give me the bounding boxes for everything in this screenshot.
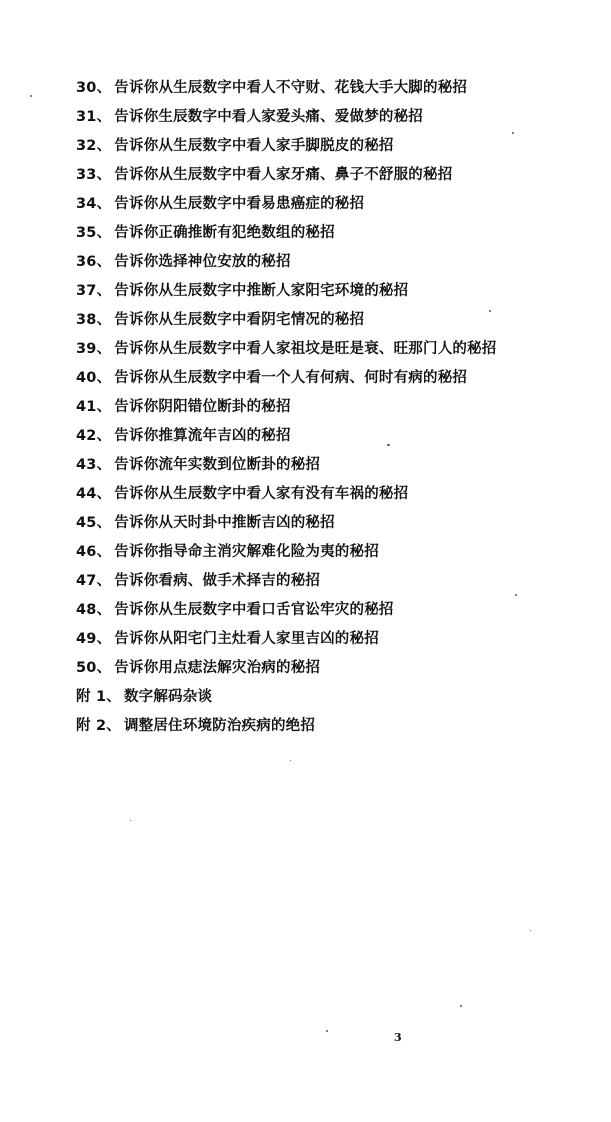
toc-item-number: 39	[76, 341, 97, 357]
toc-item-separator: 、	[96, 573, 112, 589]
toc-item-title: 告诉你正确推断有犯绝数组的秘招	[114, 225, 335, 241]
toc-item-separator: 、	[96, 399, 112, 415]
toc-item-title: 告诉你流年实数到位断卦的秘招	[114, 457, 321, 473]
toc-item-number: 38	[76, 312, 97, 328]
scan-speck	[130, 820, 131, 821]
scan-speck	[530, 930, 531, 931]
toc-item-title: 告诉你用点痣法解灾治病的秘招	[114, 660, 321, 676]
toc-item-title: 告诉你从生辰数字中看人家祖坟是旺是衰、旺那门人的秘招	[114, 341, 497, 357]
toc-item	[76, 596, 596, 625]
toc-item	[76, 161, 596, 190]
toc-item-number: 45	[76, 515, 97, 531]
toc-item-title: 告诉你选择神位安放的秘招	[114, 254, 291, 270]
toc-item-title: 告诉你推算流年吉凶的秘招	[114, 428, 291, 444]
toc-item-title: 告诉你从阳宅门主灶看人家里吉凶的秘招	[114, 631, 379, 647]
toc-item	[76, 567, 596, 596]
toc-item	[76, 219, 596, 248]
toc-item-number: 36	[76, 254, 97, 270]
toc-item-number: 46	[76, 544, 97, 560]
toc-item	[76, 103, 596, 132]
toc-item-separator: 、	[96, 138, 112, 154]
toc-item-title: 告诉你从生辰数字中看人家有没有车祸的秘招	[114, 486, 409, 502]
toc-item-number: 32	[76, 138, 97, 154]
toc-item-separator: 、	[96, 428, 112, 444]
toc-item-title: 告诉你从生辰数字中看一个人有何病、何时有病的秘招	[114, 370, 468, 386]
toc-item-title: 调整居住环境防治疾病的绝招	[123, 718, 316, 734]
toc-item-number: 37	[76, 283, 97, 299]
toc-item-separator: 、	[96, 225, 112, 241]
toc-item-number: 30	[76, 80, 97, 96]
toc-item	[76, 538, 596, 567]
toc-item-title: 告诉你看病、做手术择吉的秘招	[114, 573, 321, 589]
toc-item-separator: 、	[96, 196, 112, 212]
toc-item-number: 42	[76, 428, 97, 444]
toc-item	[76, 480, 596, 509]
toc-item	[76, 277, 596, 306]
toc-appendix-item	[76, 712, 596, 741]
toc-item-title: 告诉你从生辰数字中看人不守财、花钱大手大脚的秘招	[114, 80, 468, 96]
scan-speck	[489, 310, 491, 312]
toc-item-separator: 、	[96, 80, 112, 96]
toc-item-separator: 、	[96, 312, 112, 328]
toc-item-separator: 、	[96, 109, 112, 125]
toc-item-number: 48	[76, 602, 97, 618]
toc-item-title: 数字解码杂谈	[123, 689, 213, 705]
toc-item-number: 34	[76, 196, 97, 212]
scan-speck	[290, 760, 291, 761]
toc-item-title: 告诉你生辰数字中看人家爱头痛、爱做梦的秘招	[114, 109, 423, 125]
scan-speck	[387, 444, 390, 446]
toc-item-separator: 、	[96, 370, 112, 386]
toc-item	[76, 248, 596, 277]
toc-item	[76, 625, 596, 654]
toc-item-title: 告诉你从生辰数字中看易患癌症的秘招	[114, 196, 365, 212]
toc-item-title: 告诉你从生辰数字中看人家牙痛、鼻子不舒服的秘招	[114, 167, 453, 183]
scan-speck	[512, 132, 514, 134]
toc-item-separator: 、	[96, 283, 112, 299]
toc-item-separator: 、	[96, 515, 112, 531]
page-number: 3	[394, 1031, 402, 1044]
toc-appendix-item	[76, 683, 596, 712]
table-of-contents	[76, 74, 596, 741]
toc-item-title: 告诉你从生辰数字中看阴宅情况的秘招	[114, 312, 365, 328]
toc-item-separator: 、	[96, 660, 112, 676]
scan-speck	[30, 95, 32, 97]
toc-item-number: 附 1	[76, 689, 107, 705]
toc-item-number: 49	[76, 631, 97, 647]
toc-item	[76, 364, 596, 393]
toc-item-separator: 、	[106, 718, 121, 734]
toc-item-number: 35	[76, 225, 97, 241]
toc-item-number: 41	[76, 399, 97, 415]
toc-item	[76, 190, 596, 219]
toc-item-number: 33	[76, 167, 97, 183]
toc-item-number: 47	[76, 573, 97, 589]
toc-item-number: 50	[76, 660, 97, 676]
toc-item	[76, 306, 596, 335]
toc-item-title: 告诉你指导命主消灾解难化险为夷的秘招	[114, 544, 379, 560]
toc-item-title: 告诉你从生辰数字中看口舌官讼牢灾的秘招	[114, 602, 394, 618]
toc-item-separator: 、	[96, 486, 112, 502]
toc-item-separator: 、	[96, 167, 112, 183]
toc-item-separator: 、	[96, 602, 112, 618]
toc-item-separator: 、	[96, 631, 112, 647]
toc-item-separator: 、	[96, 544, 112, 560]
toc-item	[76, 422, 596, 451]
toc-item	[76, 132, 596, 161]
toc-item	[76, 74, 596, 103]
toc-item	[76, 654, 596, 683]
toc-item	[76, 393, 596, 422]
toc-item-title: 告诉你从生辰数字中推断人家阳宅环境的秘招	[114, 283, 409, 299]
scan-speck	[460, 1005, 462, 1007]
scan-speck	[326, 1030, 328, 1032]
toc-item	[76, 451, 596, 480]
toc-item-number: 40	[76, 370, 97, 386]
toc-item-number: 31	[76, 109, 97, 125]
toc-item-title: 告诉你从天时卦中推断吉凶的秘招	[114, 515, 335, 531]
toc-item-separator: 、	[96, 457, 112, 473]
toc-item-separator: 、	[96, 254, 112, 270]
toc-item-separator: 、	[96, 341, 112, 357]
toc-item-number: 附 2	[76, 718, 107, 734]
toc-item-number: 44	[76, 486, 97, 502]
toc-item-title: 告诉你从生辰数字中看人家手脚脱皮的秘招	[114, 138, 394, 154]
toc-item	[76, 335, 596, 364]
toc-item	[76, 509, 596, 538]
toc-item-title: 告诉你阴阳错位断卦的秘招	[114, 399, 291, 415]
scan-speck	[515, 594, 517, 596]
toc-item-separator: 、	[106, 689, 121, 705]
toc-item-number: 43	[76, 457, 97, 473]
